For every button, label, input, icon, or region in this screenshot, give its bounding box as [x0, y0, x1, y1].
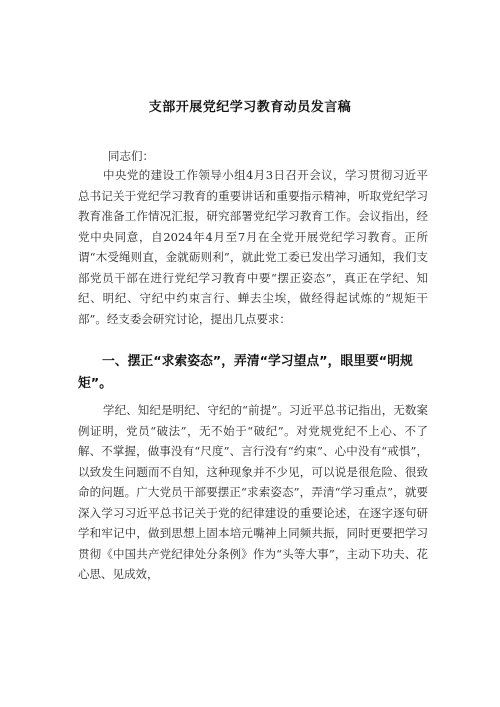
- section-heading-1: 一、摆正“求索姿态”，弄清“学习望点”，眼里要“明规矩”。: [78, 354, 413, 391]
- paragraph-intro: 中央党的建设工作领导小组4月3日召开会议，学习贯彻习近平总书记关于党纪学习教育的重要讲话和重要指示精神，听取党纪学习教育准备工作情况汇报，研究部署党纪学习教育工作。会议指出，经党中央同意，自2024年4月至7月在全党开展党纪学习教育。正所谓“木受绳则直，金就砺则利”，就此党工委已发出学习通知，我们支部党员干部在进行党纪学习教育中要“摆正姿态”，真正在学纪、知纪、明纪、守纪中约束言行、蝉去尘埃，做经得起试炼的“规矩干部”。经支委会研究讨论，提出几点要求：: [78, 168, 428, 326]
- paragraph-section-1: 学纪、知纪是明纪、守纪的“前提”。习近平总书记指出，无数案例证明，党员“破法”，无不始于“破纪”。对党规党纪不上心、不了解、不掌握，做事没有“尺度”、言行没有“约束”、心中没有“戒惧”，以致发生问题而不自知，这种现象并不少见，可以说是很危险、很致命的问题。广大党员干部要摆正“求索姿态”，弄清“学习重点”，就要深入学习习近平总书记关于党的纪律建设的重要论述，在逐字逐句研学和牢记中，做到思想上固本培元嘴神上同频共振，同时更要把学习贯彻《中国共产党纪律处分条例》作为“头等大事”，主动下功夫、花心思、见成效，: [78, 403, 428, 581]
- document-title: 支部开展党纪学习教育动员发言稿: [148, 100, 352, 115]
- salutation: 同志们：: [108, 149, 154, 163]
